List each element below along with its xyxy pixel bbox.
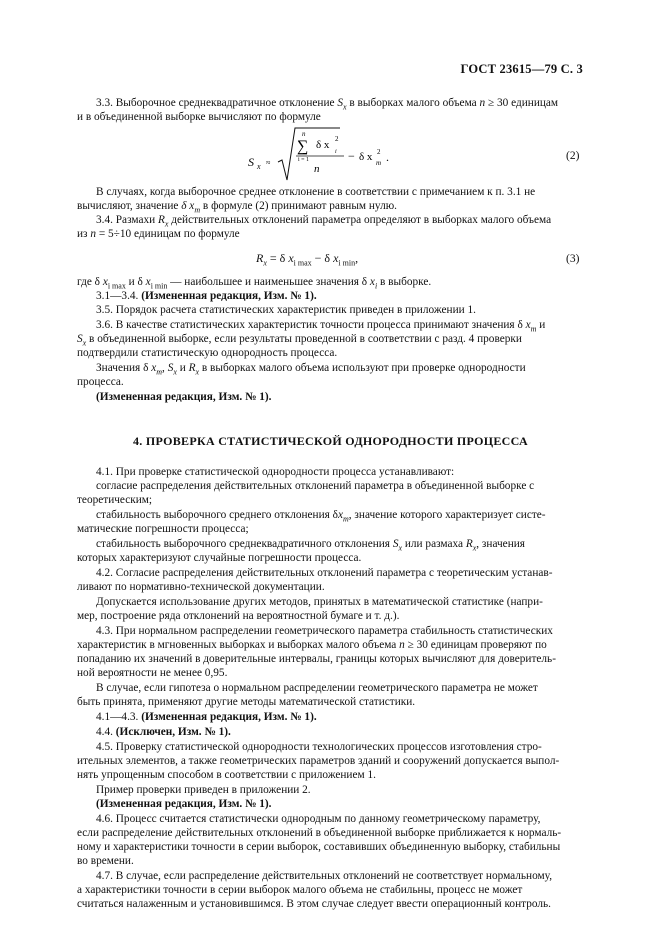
paragraph-values-cont: процесса. xyxy=(77,376,124,388)
paragraph-4-6-cont3: во времени. xyxy=(77,855,134,867)
pow-2: 2 xyxy=(377,148,381,156)
paragraph-4-3-cont: характеристик в мгновенных выборках и выборках малого объема n ≥ 30 единицам проверяют по xyxy=(77,639,547,651)
paragraph-4-1-b: стабильность выборочного среднего отклонения $\delta x_m$, значение которого характеризует систе- xyxy=(96,509,546,524)
formula-2 xyxy=(240,124,410,184)
minus-sign: − xyxy=(348,149,355,163)
equation-number-2: (2) xyxy=(566,150,580,162)
page-header: ГОСТ 23615—79 С. 3 xyxy=(460,62,583,76)
paragraph-4-1-c: стабильность выборочного среднеквадратичного отклонения $S_x$ или размаха $R_x$, значения xyxy=(96,538,525,553)
approx-sign: ≈ xyxy=(266,158,271,167)
paragraph-4-3-b: В случае, если гипотеза о нормальном распределении геометрического параметра не может xyxy=(96,682,538,694)
formula-lhs: S xyxy=(248,155,254,169)
formula-lhs-sub: x xyxy=(257,162,261,171)
paragraph-4-6-cont2: ному и характеристики точности в серии выборок, составивших объединенную выборку, стабильны xyxy=(77,841,561,853)
paragraph-4-4: 4.4. (Исключен, Изм. № 1). xyxy=(96,726,231,738)
sum-bottom: i = 1 xyxy=(298,157,310,163)
denominator-n: n xyxy=(314,163,320,175)
paragraph-4-6-cont: если распределение действительных отклонений в объединенной выборке приближается к нормаль- xyxy=(77,827,562,839)
paragraph-4-1-a-cont: теоретическим; xyxy=(77,494,153,506)
paragraph-3-4: 3.4. Размахи $R_x$ действительных отклонений параметра определяют в выборках малого объема xyxy=(96,214,552,229)
delta-xi: δ x xyxy=(316,139,330,151)
paragraph-4-2-b: Допускается использование других методов, принятых в математической статистике (напри- xyxy=(96,596,543,608)
revision-note-1: (Измененная редакция, Изм. № 1). xyxy=(96,391,272,403)
paragraph-4-1-a: согласие распределения действительных отклонений параметра в объединенной выборке с xyxy=(96,480,535,492)
paragraph-4-7: 4.7. В случае, если распределение действительных отклонений не соответствует нормальному, xyxy=(96,870,553,882)
sum-sign: ∑ xyxy=(297,138,309,155)
paragraph-4-2-b-cont: мер, построение ряда отклонений на вероятностной бумаге и т. д.). xyxy=(77,610,400,622)
paragraph-3-5: 3.5. Порядок расчета статистических характеристик приведен в приложении 1. xyxy=(96,304,476,316)
paragraph-4-2: 4.2. Согласие распределения действительных отклонений параметра с теоретическим устанав- xyxy=(96,567,553,579)
sqrt-sign xyxy=(278,128,340,180)
section-title-4: 4. ПРОВЕРКА СТАТИСТИЧЕСКОЙ ОДНОРОДНОСТИ ПРОЦЕССА xyxy=(132,434,528,448)
paragraph-3-6: 3.6. В качестве статистических характеристик точности процесса принимают значения δ $x_m$ и xyxy=(96,319,546,334)
paragraph-4-5-example: Пример проверки приведен в приложении 2. xyxy=(96,784,311,796)
paragraph-4-3-b-cont: быть принята, применяют другие методы математической статистики. xyxy=(77,696,416,708)
equation-number-3: (3) xyxy=(566,253,580,265)
paragraph-3-6-cont: $S_x$ в объединенной выборке, если результаты проведенной в соответствии с разд. 4 проверки xyxy=(77,333,522,348)
sub-i: i xyxy=(335,149,337,155)
formula-3: $R_x = \delta$ $x_{i max} - \delta$ $x_{i min}$, xyxy=(256,251,359,268)
paragraph-4-5: 4.5. Проверку статистической однородности технологических процессов изготовления стро- xyxy=(96,741,542,753)
paragraph-3-3-cont: и в объединенной выборке вычисляют по формуле xyxy=(77,111,321,123)
paragraph-4-5-cont: ительных элементов, а также геометрических параметров зданий и сооружений допускается выпол- xyxy=(77,755,560,767)
paragraph-4-7-cont: а характеристики точности в серии выборок малого объема не стабильны, процесс не может xyxy=(77,884,523,896)
paragraph-3-3: 3.3. Выборочное среднеквадратичное отклонение $S_x$ в выборках малого объема n ≥ 30 единицам xyxy=(96,97,559,112)
paragraph-3-6-cont2: подтвердили статистическую однородность процесса. xyxy=(77,347,338,359)
pow-2-top: 2 xyxy=(335,135,339,143)
paragraph-4-5-cont2: нять упрощенным способом в соответствии с приложением 1. xyxy=(77,769,376,781)
paragraph-3-1-3-4-rev: 3.1—3.4. (Измененная редакция, Изм. № 1). xyxy=(96,290,317,302)
paragraph-4-3-cont2: попаданию их значений в доверительные интервалы, границы которых вычисляют для доверитель- xyxy=(77,653,556,665)
paragraph-4-3: 4.3. При нормальном распределении геометрического параметра стабильность статистических xyxy=(96,625,553,637)
paragraph-4-6: 4.6. Процесс считается статистически однородным по данному геометрическому параметру, xyxy=(96,813,541,825)
sum-top: n xyxy=(302,130,306,138)
paragraph-4-1: 4.1. При проверке статистической однородности процесса устанавливают: xyxy=(96,466,455,478)
delta-xm: δ x xyxy=(359,151,373,163)
paragraph-4-7-cont2: считаться налаженным и установившимся. В этом случае следует ввести операционный контроль. xyxy=(77,898,551,910)
paragraph-case: В случаях, когда выборочное среднее отклонение в соответствии с примечанием к п. 3.1 не xyxy=(96,186,536,198)
paragraph-4-3-cont3: ной вероятности не менее 0,95. xyxy=(77,667,228,679)
paragraph-case-cont: вычисляют, значение δ $x_m$ в формуле (2) принимают равным нулю. xyxy=(77,200,397,215)
paragraph-values: Значения δ $x_m$, $S_x$ и $R_x$ в выборках малого объема используют при проверке однородности xyxy=(96,362,526,377)
paragraph-3-4-cont: из n = 5÷10 единицам по формуле xyxy=(77,228,240,240)
paragraph-4-2-cont: ливают по нормативно-технической документации. xyxy=(77,581,325,593)
sub-m: m xyxy=(376,159,382,167)
paragraph-4-1-4-3-rev: 4.1—4.3. (Измененная редакция, Изм. № 1). xyxy=(96,711,317,723)
revision-note-2: (Измененная редакция, Изм. № 1). xyxy=(96,798,272,810)
paragraph-where: где δ $x_{i max}$ и δ $x_{i min}$ — наибольшее и наименьшее значения δ $x_i$ в выборке. xyxy=(77,276,432,291)
formula-dot: . xyxy=(386,150,389,164)
paragraph-4-1-b-cont: матические погрешности процесса; xyxy=(77,523,249,535)
paragraph-4-1-c-cont: которых характеризуют случайные погрешности процесса. xyxy=(77,552,362,564)
